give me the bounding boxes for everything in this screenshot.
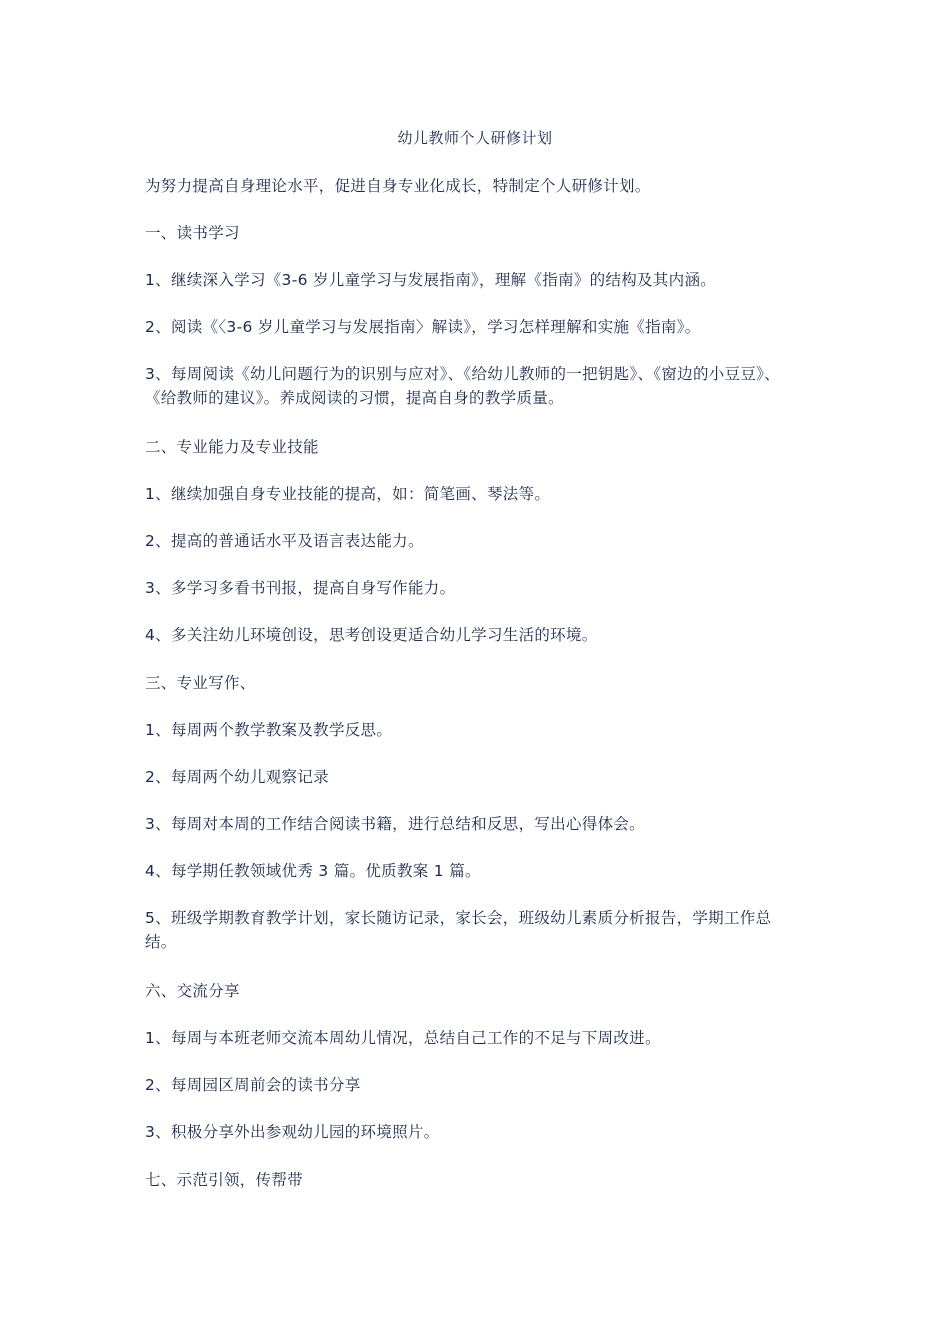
list-item: 3、积极分享外出参观幼儿园的环境照片。 <box>145 1123 440 1141</box>
section-heading-reading: 一、读书学习 <box>145 224 240 242</box>
list-item: 5、班级学期教育教学计划，家长随访记录，家长会，班级幼儿素质分析报告，学期工作总结。 <box>145 909 772 951</box>
list-item: 3、每周阅读《幼儿问题行为的识别与应对》、《给幼儿教师的一把钥匙》、《窗边的小豆豆》、《给教师的建议》。养成阅读的习惯，提高自身的教学质量。 <box>145 365 781 407</box>
list-item: 4、多关注幼儿环境创设，思考创设更适合幼儿学习生活的环境。 <box>145 626 598 644</box>
list-item: 2、提高的普通话水平及语言表达能力。 <box>145 532 424 550</box>
list-item: 3、每周对本周的工作结合阅读书籍，进行总结和反思，写出心得体会。 <box>145 815 645 833</box>
list-item: 2、每周两个幼儿观察记录 <box>145 768 329 786</box>
section-heading-skills: 二、专业能力及专业技能 <box>145 438 319 456</box>
list-item: 4、每学期任教领域优秀 3 篇。优质教案 1 篇。 <box>145 862 481 880</box>
list-item: 2、阅读《〈3-6 岁儿童学习与发展指南〉解读》，学习怎样理解和实施《指南》。 <box>145 318 701 336</box>
list-item: 1、继续加强自身专业技能的提高，如：简笔画、琴法等。 <box>145 485 551 503</box>
list-item: 3、多学习多看书刊报，提高自身写作能力。 <box>145 579 456 597</box>
document-title: 幼儿教师个人研修计划 <box>397 129 553 147</box>
section-heading-writing: 三、专业写作、 <box>145 674 256 692</box>
list-item: 1、继续深入学习《3-6 岁儿童学习与发展指南》，理解《指南》的结构及其内涵。 <box>145 271 717 289</box>
intro-paragraph: 为努力提高自身理论水平，促进自身专业化成长，特制定个人研修计划。 <box>145 177 651 195</box>
section-heading-sharing: 六、交流分享 <box>145 982 240 1000</box>
list-item: 1、每周两个教学教案及教学反思。 <box>145 721 393 739</box>
list-item: 2、每周园区周前会的读书分享 <box>145 1076 361 1094</box>
section-heading-mentoring: 七、示范引领，传帮带 <box>145 1171 304 1189</box>
list-item: 1、每周与本班老师交流本周幼儿情况，总结自己工作的不足与下周改进。 <box>145 1029 661 1047</box>
